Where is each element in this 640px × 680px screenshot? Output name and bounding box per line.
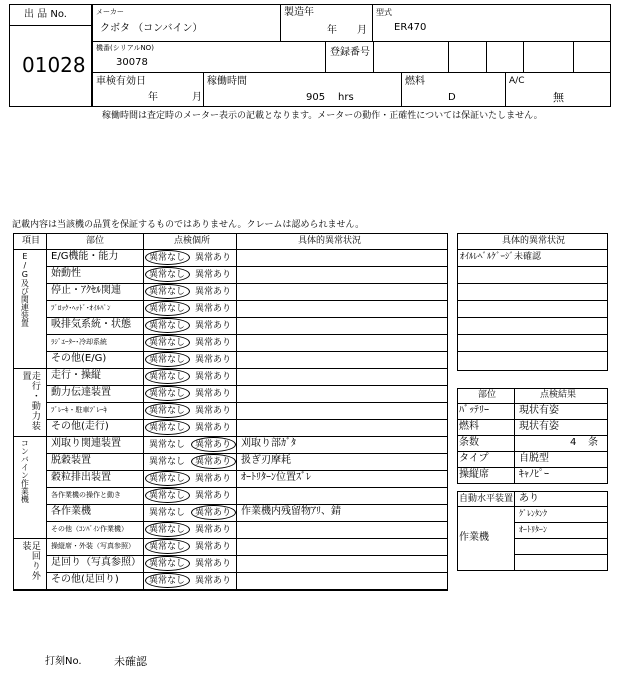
circle-mark [145, 488, 190, 503]
circle-mark [145, 352, 190, 367]
option-ng: 異常あり [195, 423, 232, 433]
stamp-value: 未確認 [114, 655, 147, 668]
result-value: 自脱型 [519, 453, 549, 464]
circle-mark [145, 335, 190, 350]
serial-value: 30078 [116, 57, 148, 68]
model-label: 型式 [376, 8, 392, 17]
result-part: 条数 [459, 437, 479, 448]
option-ok: 異常なし [149, 372, 186, 382]
col-header-part: 部位 [86, 236, 105, 246]
option-ng: 異常あり [195, 508, 232, 518]
option-ng: 異常あり [195, 406, 232, 416]
option-ok: 異常なし [149, 525, 186, 535]
option-ok: 異常なし [149, 406, 186, 416]
col-header-item: 項目 [22, 236, 41, 246]
row-part: 各作業機の操作と動き [51, 491, 121, 499]
lot-number: 01028 [22, 53, 86, 77]
fuel-value: D [448, 92, 456, 103]
maker-value: クボタ （コンバイン） [100, 23, 203, 34]
circle-mark [145, 471, 190, 486]
option-ng: 異常あり [195, 253, 232, 263]
option-ok: 異常なし [149, 287, 186, 297]
row-part: 動力伝達装置 [51, 387, 111, 398]
auto-level-value: あり [519, 493, 539, 504]
serial-label: 機番(シリアルNO) [96, 44, 154, 52]
result-part: タイプ [459, 453, 489, 464]
option-ng: 異常あり [195, 474, 232, 484]
circle-mark [145, 284, 190, 299]
option-ok: 異常なし [149, 253, 186, 263]
row-part: その他(E/G) [51, 353, 107, 364]
row-part: その他(走行) [51, 421, 109, 432]
result-value: 現状有姿 [519, 405, 559, 416]
year-label: 製造年 [284, 7, 314, 18]
option-ok: 異常なし [149, 457, 186, 467]
result-value: 現状有姿 [519, 421, 559, 432]
option-ng: 異常あり [195, 372, 232, 382]
row-detail: 作業機内残留物ｱﾘ、錆 [241, 506, 341, 517]
col-header-point: 点検個所 [174, 236, 211, 246]
result-value: ｷｬﾉﾋﾟｰ [519, 469, 549, 480]
row-part: ﾗｼﾞｴｰﾀｰ･冷却系統 [51, 338, 107, 346]
option-ng: 異常あり [195, 287, 232, 297]
option-ok: 異常なし [149, 491, 186, 501]
option-ok: 異常なし [149, 338, 186, 348]
circle-mark [145, 556, 190, 571]
hours-value: 905 [306, 92, 326, 103]
option-ok: 異常なし [149, 440, 186, 450]
option-ng: 異常あり [195, 491, 232, 501]
disclaimer: 記載内容は当該機の品質を保証するものではありません。クレームは認められません。 [12, 220, 365, 230]
row-part: ﾌﾞﾛｯｸ･ﾍｯﾄﾞ･ｵｲﾙﾊﾟﾝ [51, 304, 111, 312]
row-part: ﾌﾞﾚｰｷ・駐車ﾌﾞﾚｰｷ [51, 406, 107, 414]
work-row: ｸﾞﾚﾝﾀﾝｸ [519, 509, 547, 518]
result-value: 4 [570, 437, 577, 448]
result-header-result: 点検結果 [540, 390, 577, 400]
col-header-detail: 具体的異常状況 [298, 236, 362, 246]
row-detail: ｵｰﾄﾘﾀｰﾝ位置ｽﾞﾚ [241, 472, 311, 483]
row-part: その他(足回り) [51, 574, 119, 585]
row-part: 停止・ｱｸｾﾙ関連 [51, 285, 121, 296]
option-ng: 異常あり [195, 542, 232, 552]
option-ng: 異常あり [195, 304, 232, 314]
option-ng: 異常あり [195, 338, 232, 348]
inspection-year-unit: 年 [148, 92, 158, 103]
row-part: 足回り（写真参照） [51, 557, 141, 568]
month-unit: 月 [357, 25, 367, 36]
row-detail: 刈取り部ｶﾞﾀ [241, 438, 296, 449]
circle-mark [145, 386, 190, 401]
row-part: 操縦席・外装（写真参照） [51, 542, 135, 550]
row-part: 穀粒排出装置 [51, 472, 111, 483]
auto-level-label: 自動水平装置 [459, 494, 514, 504]
circle-mark [145, 539, 190, 554]
option-ok: 異常なし [149, 542, 186, 552]
work-label: 作業機 [459, 532, 489, 543]
circle-mark [191, 505, 236, 520]
group-label: コンバイン作業機 [20, 439, 30, 503]
option-ng: 異常あり [195, 576, 232, 586]
option-ng: 異常あり [195, 389, 232, 399]
circle-mark [191, 437, 236, 452]
registration-label: 登録番号 [330, 47, 370, 58]
circle-mark [145, 522, 190, 537]
option-ok: 異常なし [149, 576, 186, 586]
option-ok: 異常なし [149, 304, 186, 314]
row-part: 脱穀装置 [51, 455, 91, 466]
circle-mark [145, 318, 190, 333]
hours-note: 稼働時間は査定時のメーター表示の記載となります。メーターの動作・正確性については保証いたしません。 [102, 111, 543, 121]
year-unit: 年 [327, 25, 337, 36]
option-ng: 異常あり [195, 559, 232, 569]
row-part: 刈取り関連装置 [51, 438, 121, 449]
result-part: 操縦席 [459, 469, 489, 480]
ac-label: A/C [509, 76, 525, 86]
row-detail: 扱ぎ刃摩耗 [241, 455, 291, 466]
row-part: 走行・操縦 [51, 370, 101, 381]
circle-mark [145, 369, 190, 384]
circle-mark [145, 403, 190, 418]
row-part: 始動性 [51, 268, 81, 279]
group-label: 足回り外装 [20, 541, 40, 581]
lot-label: 出 品 No. [24, 9, 67, 20]
stamp-label: 打刻No. [45, 656, 82, 667]
option-ok: 異常なし [149, 270, 186, 280]
group-label: 走行・動力装置 [20, 371, 40, 431]
option-ng: 異常あり [195, 525, 232, 535]
inspection-label: 車検有効日 [96, 76, 146, 87]
option-ok: 異常なし [149, 321, 186, 331]
right-detail-header: 具体的異常状況 [502, 236, 566, 246]
option-ok: 異常なし [149, 355, 186, 365]
option-ng: 異常あり [195, 321, 232, 331]
group-label: E/G及び関連装置 [20, 252, 30, 327]
option-ng: 異常あり [195, 355, 232, 365]
option-ng: 異常あり [195, 457, 232, 467]
row-part: 吸排気系統・状態 [51, 319, 131, 330]
option-ng: 異常あり [195, 440, 232, 450]
right-detail-row: ｵｲﾙﾚﾍﾞﾙｹﾞｰｼﾞ未確認 [460, 252, 542, 262]
hours-label: 稼働時間 [207, 76, 247, 87]
model-value: ER470 [394, 22, 427, 33]
circle-mark [145, 301, 190, 316]
option-ok: 異常なし [149, 389, 186, 399]
result-unit: 条 [588, 437, 598, 448]
row-part: E/G機能・能力 [51, 251, 119, 262]
work-row: ｵｰﾄﾘﾀｰﾝ [519, 525, 547, 534]
result-part: ﾊﾞｯﾃﾘｰ [459, 405, 489, 416]
result-header-part: 部位 [478, 390, 497, 400]
result-part: 燃料 [459, 421, 479, 432]
option-ok: 異常なし [149, 559, 186, 569]
circle-mark [145, 250, 190, 265]
option-ok: 異常なし [149, 508, 186, 518]
circle-mark [191, 454, 236, 469]
ac-value: 無 [553, 91, 564, 104]
hours-unit: hrs [338, 92, 354, 103]
option-ng: 異常あり [195, 270, 232, 280]
circle-mark [145, 267, 190, 282]
circle-mark [145, 420, 190, 435]
option-ok: 異常なし [149, 423, 186, 433]
circle-mark [145, 573, 190, 588]
option-ok: 異常なし [149, 474, 186, 484]
maker-label: メーカー [96, 8, 124, 16]
fuel-label: 燃料 [405, 76, 425, 87]
row-part: 各作業機 [51, 506, 91, 517]
inspection-month-unit: 月 [192, 92, 202, 103]
row-part: その他（ｺﾝﾊﾞｲﾝ作業機） [51, 525, 128, 533]
